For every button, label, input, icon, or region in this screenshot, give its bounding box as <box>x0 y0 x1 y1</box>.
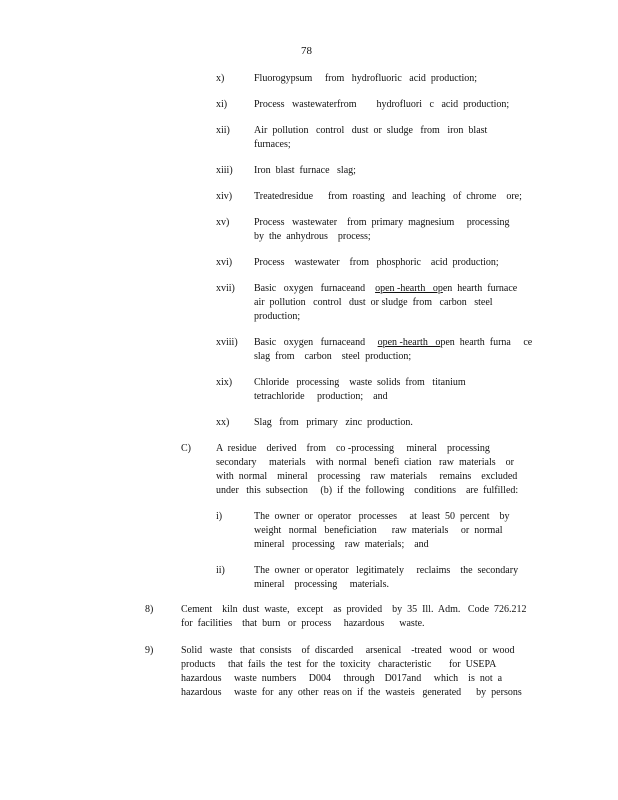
item-line: with normal mineral processing raw materials remains excluded <box>216 471 518 482</box>
item-label: xvii) <box>216 283 235 294</box>
item-label: C) <box>181 443 191 454</box>
page-number: 78 <box>301 45 312 57</box>
item-label: xix) <box>216 377 233 388</box>
item-line: Solid waste that consists of discarded arsenical -treated wood or wood <box>181 645 515 656</box>
item-line <box>254 336 532 350</box>
item-line: Process wastewaterfrom hydrofluori c acid production; <box>254 99 510 110</box>
item-line: Process wastewater from phosphoric acid production; <box>254 257 499 268</box>
item-label: xvi) <box>216 257 233 268</box>
item-line: Chloride processing waste solids from titanium <box>254 377 466 388</box>
item-label: xiii) <box>216 165 233 176</box>
item-line: production; <box>254 311 301 322</box>
item-line: under this subsection (b) if the following conditions are fulfilled: <box>216 485 519 496</box>
item-line: slag from carbon steel production; <box>254 351 412 362</box>
item-label: x) <box>216 73 225 84</box>
item-label: xviii) <box>216 337 238 348</box>
item-line: The owner or operator processes at least 50 percent by <box>254 511 510 522</box>
item-label: xiv) <box>216 191 233 202</box>
item-line: Slag from primary zinc production. <box>254 417 413 428</box>
item-line: Fluorogypsum from hydrofluoric acid production; <box>254 73 478 84</box>
item-line: mineral processing raw materials; and <box>254 539 429 550</box>
item-text: Basic oxygen furnaceand <box>254 337 378 348</box>
item-line: for facilities that burn or process hazardous waste. <box>181 618 425 629</box>
item-line: mineral processing materials. <box>254 579 389 590</box>
item-line: hazardous waste for any other reas on if the wasteis generated by persons <box>181 687 522 698</box>
item-label: i) <box>216 511 223 522</box>
underlined-text: open -hearth op <box>375 283 443 294</box>
item-label: xv) <box>216 217 230 228</box>
item-line: Cement kiln dust waste, except as provided by 35 Ill. Adm. Code 726.212 <box>181 604 527 615</box>
item-line: The owner or operator legitimately reclaims the secondary <box>254 565 519 576</box>
item-line: air pollution control dust or sludge from carbon steel <box>254 297 493 308</box>
item-line <box>254 282 517 296</box>
item-line: A residue derived from co -processing mineral processing <box>216 443 490 454</box>
item-line: secondary materials with normal benefi ciation raw materials or <box>216 457 514 468</box>
item-text: pen hearth furna ce <box>440 337 533 348</box>
item-line: by the anhydrous process; <box>254 231 371 242</box>
underlined-text: open -hearth o <box>377 337 441 348</box>
item-label: xx) <box>216 417 230 428</box>
item-line: furnaces; <box>254 139 291 150</box>
item-label: ii) <box>216 565 225 576</box>
item-line: Air pollution control dust or sludge from iron blast <box>254 125 488 136</box>
item-text: Basic oxygen furnaceand <box>254 283 376 294</box>
item-line: Treatedresidue from roasting and leaching of chrome ore; <box>254 191 522 202</box>
item-text: en hearth furnace <box>442 283 518 294</box>
item-line: Process wastewater from primary magnesium processing <box>254 217 510 228</box>
item-line: weight normal beneficiation raw materials or normal <box>254 525 503 536</box>
item-line: products that fails the test for the toxicity characteristic for USEPA <box>181 659 497 670</box>
item-line: tetrachloride production; and <box>254 391 388 402</box>
item-line: hazardous waste numbers D004 through D017and which is not a <box>181 673 503 684</box>
item-label: xi) <box>216 99 228 110</box>
item-label: 9) <box>145 645 154 656</box>
item-label: xii) <box>216 125 230 136</box>
item-label: 8) <box>145 604 154 615</box>
item-line: Iron blast furnace slag; <box>254 165 356 176</box>
